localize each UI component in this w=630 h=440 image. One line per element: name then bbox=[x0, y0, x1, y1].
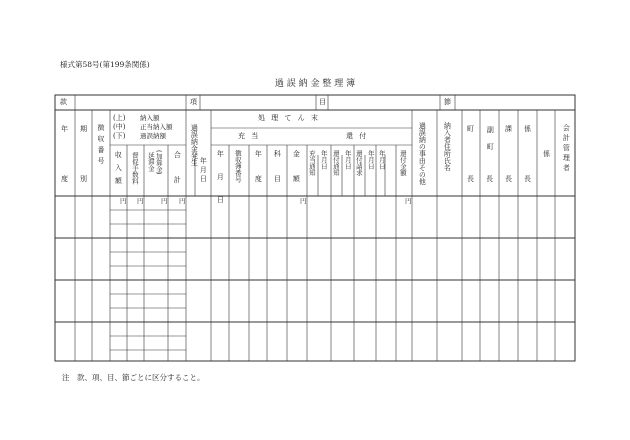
kaikei-header: 会計管理者 bbox=[562, 124, 571, 174]
juto-tsuchi-header: 充当通知 bbox=[307, 150, 316, 176]
form-title: 過 誤 納 金 整 理 簿 bbox=[274, 79, 356, 89]
kago-hassei-header: 過誤納金発生 bbox=[190, 124, 199, 166]
kanpu-tsuchi-header: 還付通知 bbox=[331, 150, 340, 176]
do-label: 度 bbox=[61, 175, 68, 183]
kago-jiyu-header: 過誤納の事由その他 bbox=[418, 122, 427, 185]
ka-cho-label: 長 bbox=[505, 175, 512, 183]
juto-tsukihi-header: 年月日 bbox=[216, 150, 225, 219]
choshubo-bango-header: 徴収簿番号 bbox=[233, 150, 242, 183]
kbn-mid: (中) bbox=[113, 123, 126, 131]
kanpu-seikyu-header: 還付請求 bbox=[354, 150, 363, 176]
kanpu-date-header: 年月日 bbox=[377, 150, 386, 170]
machi-label: 町 bbox=[467, 125, 474, 133]
fuku-machi-label: 副町 bbox=[486, 126, 495, 160]
kamoku-header: 科目 bbox=[273, 150, 282, 200]
yen-mark: 円 bbox=[137, 197, 144, 205]
kbn-up-text: 納入額 bbox=[140, 114, 160, 122]
yen-mark: 円 bbox=[161, 197, 168, 205]
nengappi-a-header: 年月日 bbox=[199, 157, 208, 184]
yen-mark: 円 bbox=[405, 197, 412, 205]
ki-label: 期 bbox=[80, 125, 87, 133]
choshu-bango-header: 徴収番号 bbox=[97, 124, 105, 168]
kakari2-label: 係 bbox=[543, 150, 550, 158]
kanpu-kingaku-header: 還付金額 bbox=[398, 150, 407, 176]
moku-label: 目 bbox=[319, 98, 326, 106]
fuku-cho-label: 長 bbox=[486, 175, 493, 183]
goukei-header: 合計 bbox=[173, 151, 182, 201]
nen-label: 年 bbox=[61, 125, 68, 133]
kanpu-tsuchi-date-header: 年月日 bbox=[343, 150, 352, 170]
shori-header: 処 理 て ん 末 bbox=[258, 114, 320, 122]
kbn-low-text: 過誤納額 bbox=[140, 132, 166, 140]
betsu-label: 別 bbox=[80, 175, 87, 183]
kbn-mid-text: 正当納入額 bbox=[140, 123, 173, 131]
kbn-low: (下) bbox=[113, 132, 126, 140]
ka-label: 課 bbox=[505, 125, 512, 133]
kan-label: 款 bbox=[60, 98, 67, 106]
yen-mark: 円 bbox=[120, 197, 127, 205]
kakari-cho-label: 長 bbox=[524, 175, 531, 183]
kou-label: 項 bbox=[190, 98, 197, 106]
nendo-header: 年度 bbox=[254, 150, 263, 200]
tokusoku-header: 督促手数料 bbox=[130, 152, 139, 185]
machi-cho-label: 長 bbox=[467, 175, 474, 183]
nonyusha-header: 納入者住所氏名 bbox=[443, 122, 452, 171]
kasan-header: (加算金) bbox=[154, 150, 163, 175]
juto-tsuchi-date-header: 年月日 bbox=[319, 150, 328, 170]
footnote: 注 款、項、目、節ごとに区分すること。 bbox=[62, 373, 205, 382]
kakari-label: 係 bbox=[524, 125, 531, 133]
entai-header: 延滞金 bbox=[146, 152, 155, 172]
juto-header: 充 当 bbox=[238, 132, 261, 140]
kingaku-header: 金額 bbox=[292, 150, 301, 200]
kanpu-seikyu-date-header: 年月日 bbox=[366, 150, 375, 170]
kbn-up: (上) bbox=[113, 114, 126, 122]
kanpu-header: 還 付 bbox=[346, 132, 369, 140]
setsu-label: 節 bbox=[444, 98, 451, 106]
yen-mark: 円 bbox=[300, 197, 307, 205]
form-number: 様式第58号(第199条関係) bbox=[60, 60, 150, 69]
yen-mark: 円 bbox=[179, 197, 186, 205]
shunyu-gaku-header: 収入額 bbox=[114, 151, 123, 190]
